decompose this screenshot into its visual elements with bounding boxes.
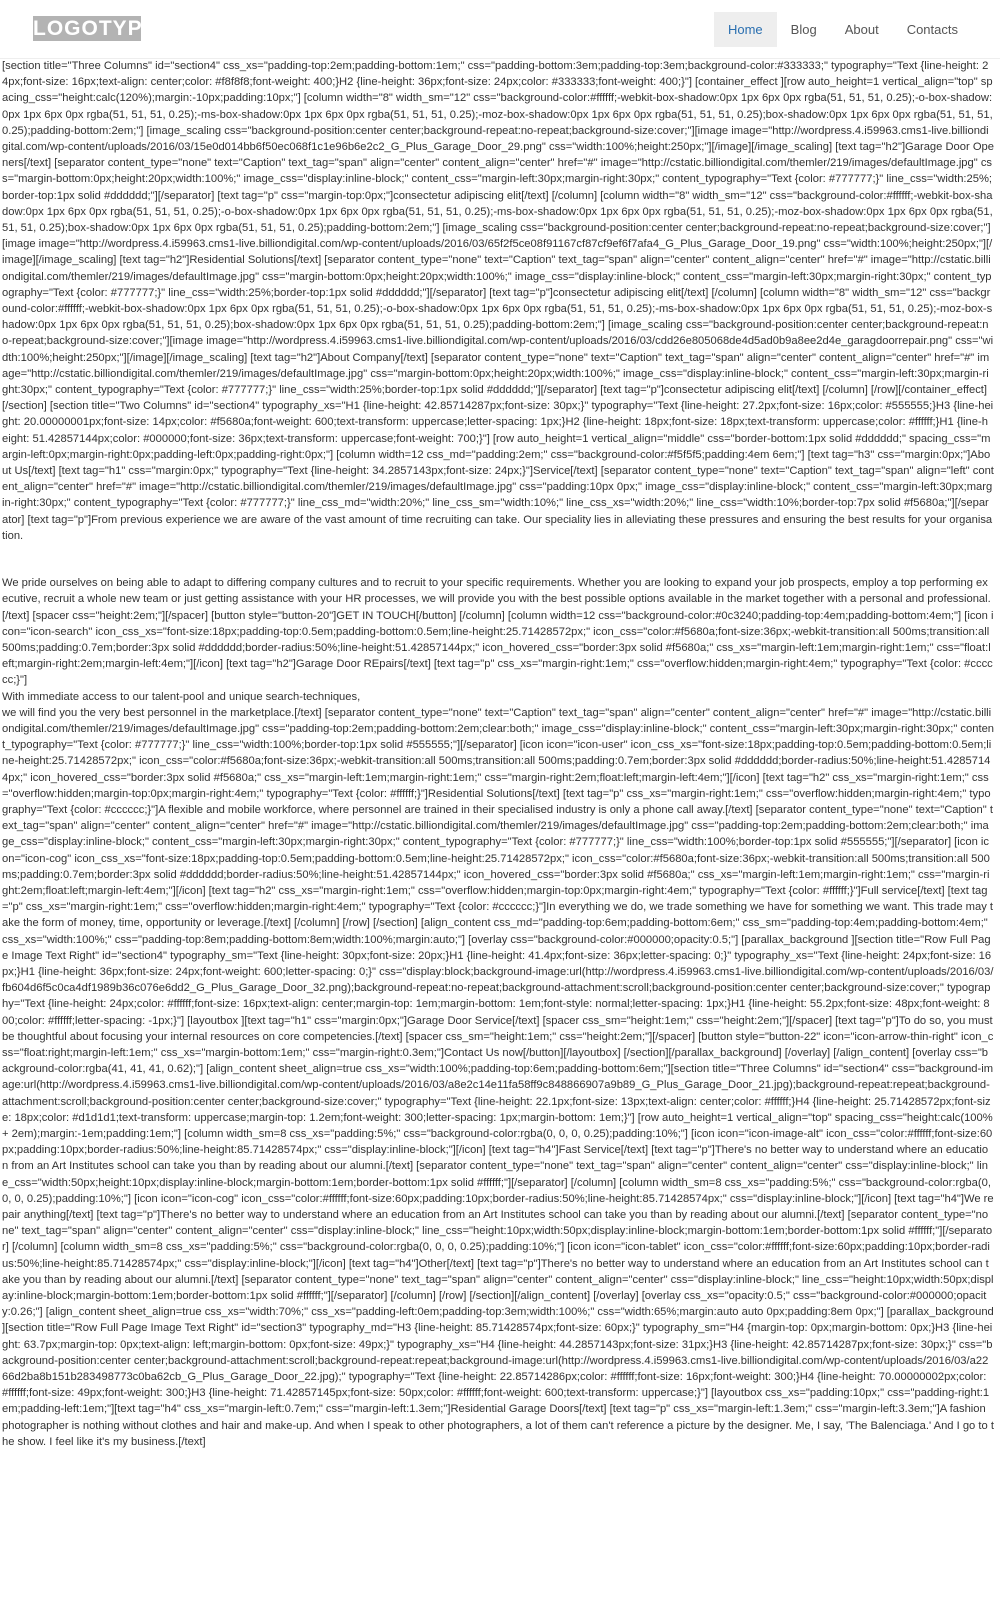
nav-item-home[interactable]: Home	[714, 12, 777, 47]
nav-item-contacts[interactable]: Contacts	[906, 22, 958, 37]
nav-item-blog[interactable]: Blog	[790, 22, 817, 37]
body-paragraph: We pride ourselves on being able to adapt to differing company cultures and to recruit to your specific requirements. Whether you are looking to expand your job prospects, employ a top performing executive, recruit a whole new team or just getting assistance with your HR processes, we will provide you with the best possible options available in the market together with a personal and professional.	[2, 577, 991, 606]
main-nav	[714, 12, 972, 47]
raw-shortcode-text-1: [section title="Three Columns" id="section4" css_xs="padding-top:2em;padding-bottom:1em;" css="padding-bottom:3em;padding-top:3em;background-color:#333333;" typography="Text {line-height: 24px;font-size: 16px;text-align: center;color: #f8f8f8;font-weight: 400;}H2 {line-height: 36px;font-size: 24px;color: #333333;font-weight: 400;}"] [container_effect ][row auto_height=1 vertical_align="top" spacing_css="height:calc(120%);margin:-10px;padding:10px;"] [column width="8" width_sm="12" css="background-color:#ffffff;-webkit-box-shadow:0px 1px 6px 0px rgba(51, 51, 51, 0.25);-o-box-shadow:0px 1px 6px 0px rgba(51, 51, 51, 0.25);-ms-box-shadow:0px 1px 6px 0px rgba(51, 51, 51, 0.25);-moz-box-shadow:0px 1px 6px 0px rgba(51, 51, 51, 0.25);box-shadow:0px 1px 6px 0px rgba(51, 51, 51, 0.25);padding-bottom:2em;"] [image_scaling css="background-position:center center;background-repeat:no-repeat;background-size:cover;"][image image="http://wordpress.4.i59963.cms1-live.billiondigital.com/wp-content/uploads/2016/03/15e0d014bb6f50ec068f1c1e96b6e2c2_G_Plus_Garage_Door_29.png" css="width:100%;height:250px;"][/image][/image_scaling] [text tag="h2"]Garage Door Openers[/text] [separator content_type="none" text="Caption" text_tag="span" align="center" content_align="center" href="#" image="http://cstatic.billiondigital.com/themler/219/images/defaultImage.jpg" css="margin-bottom:0px;height:20px;width:100%;" image_css="display:inline-block;" content_css="margin-left:30px;margin-right:30px;" content_typography="Text {color: #777777;}" line_css="width:25%;border-top:1px solid #dddddd;"][/separator] [text tag="p" css="margin-top:0px;"]consectetur adipiscing elit[/text] [/column] [column width="8" width_sm="12" css="background-color:#ffffff;-webkit-box-shadow:0px 1px 6px 0px rgba(51, 51, 51, 0.25);-o-box-shadow:0px 1px 6px 0px rgba(51, 51, 51, 0.25);-ms-box-shadow:0px 1px 6px 0px rgba(51, 51, 51, 0.25);-moz-box-shadow:0px 1px 6px 0px rgba(51, 51, 51, 0.25);box-shadow:0px 1px 6px 0px rgba(51, 51, 51, 0.25);padding-bottom:2em;"] [image_scaling css="background-position:center center;background-repeat:no-repeat;background-size:cover;"][image image="http://wordpress.4.i59963.cms1-live.billiondigital.com/wp-content/uploads/2016/03/65f2f5ce08f91167cf87cf9ef6f7afa4_G_Plus_Garage_Door_19.png" css="width:100%;height:250px;"][/image][/image_scaling] [text tag="h2"]Residential Solutions[/text] [separator content_type="none" text="Caption" text_tag="span" align="center" content_align="center" href="#" image="http://cstatic.billiondigital.com/themler/219/images/defaultImage.jpg" css="margin-bottom:0px;height:20px;width:100%;" image_css="display:inline-block;" content_css="margin-left:30px;margin-right:30px;" content_typography="Text {color: #777777;}" line_css="width:25%;border-top:1px solid #dddddd;"][/separator] [text tag="p"]consectetur adipiscing elit[/text] [/column] [column width="8" width_sm="12" css="background-color:#ffffff;-webkit-box-shadow:0px 1px 6px 0px rgba(51, 51, 51, 0.25);-o-box-shadow:0px 1px 6px 0px rgba(51, 51, 51, 0.25);-ms-box-shadow:0px 1px 6px 0px rgba(51, 51, 51, 0.25);-moz-box-shadow:0px 1px 6px 0px rgba(51, 51, 51, 0.25);box-shadow:0px 1px 6px 0px rgba(51, 51, 51, 0.25);padding-bottom:2em;"] [image_scaling css="background-position:center center;background-repeat:no-repeat;background-size:cover;"][image image="http://wordpress.4.i59963.cms1-live.billiondigital.com/wp-content/uploads/2016/03/cdd26e805068de4d5ad0b9a8ee2d4e_garagdoorrepair.png" css="width:100%;height:250px;"][/image][/image_scaling] [text tag="h2"]About Company[/text] [separator content_type="none" text="Caption" text_tag="span" align="center" content_align="center" href="#" image="http://cstatic.billiondigital.com/themler/219/images/defaultImage.jpg" css="margin-bottom:0px;height:20px;width:100%;" image_css="display:inline-block;" content_css="margin-left:30px;margin-right:30px;" content_typography="Text {color: #777777;}" line_css="width:25%;border-top:1px solid #dddddd;"][/separator] [text tag="p"]consectetur adipiscing elit[/text] [/column] [/row][/container_effect] [/section] [section title="Two Columns" id="section4" typography_xs="H1 {line-height: 42.85714287px;font-size: 30px;}" typography="Text {line-height: 27.2px;font-size: 16px;color: #555555;}H3 {line-height: 20.00000001px;font-size: 14px;color: #f5680a;font-weight: 600;text-transform: uppercase;letter-spacing: 1px;}H2 {line-height: 18px;font-size: 18px;text-transform: uppercase;color: #ffffff;}H1 {line-height: 51.42857144px;color: #000000;font-size: 36px;text-transform: uppercase;font-weight: 700;}"] [row auto_height=1 vertical_align="middle" css="border-bottom:1px solid #dddddd;" spacing_css="margin-left:0px;margin-right:0px;padding-left:0px;padding-right:0px;"] [column width=12 css_md="padding:2em;" css="background-color:#f5f5f5;padding:4em 6em;"] [text tag="h3" css="margin:0px;"]About Us[/text] [text tag="h1" css="margin:0px;" typography="Text {line-height: 34.2857143px;font-size: 24px;}"]Service[/text] [separator content_type="none" text="Caption" text_tag="span" align="left" content_align="center" href="#" image="http://cstatic.billiondigital.com/themler/219/images/defaultImage.jpg" css="padding:10px 0px;" image_css="display:inline-block;" content_css="margin-left:30px;margin-right:30px;" content_typography="Text {color: #777777;}" line_css_md="width:20%;" line_css_sm="width:10%;" line_css_xs="width:20%;" line_css="width:10%;border-top:7px solid #f5680a;"][/separator] [text tag="p"]From previous experience we are aware of the vast amount of time recruiting can take. Our speciality lies in alleviating these pressures and ensuring the best results for your organisation.	[2, 60, 994, 542]
paragraph-gap	[2, 544, 994, 575]
body-line: With immediate access to our talent-pool and unique search-techniques,	[2, 690, 361, 703]
raw-shortcode-text-3: we will find you the very best personnel in the marketplace.[/text] [separator content_type="none" text="Caption" text_tag="span" align="center" content_align="center" href="#" image="http://cstatic.billiondigital.com/themler/219/images/defaultImage.jpg" css="padding-top:2em;padding-bottom:2em;clear:both;" image_css="display:inline-block;" content_css="margin-left:30px;margin-right:30px;" content_typography="Text {color: #777777;}" line_css="width:100%;border-top:1px solid #555555;"][/separator] [icon icon="icon-user" icon_css_xs="font-size:18px;padding-top:0.5em;padding-bottom:0.5em;line-height:25.71428572px;" icon_css="color:#f5680a;font-size:36px;-webkit-transition:all 500ms;transition:all 500ms;padding:0.7em;border:3px solid #dddddd;border-radius:50%;line-height:51.42857144px;" icon_hovered_css="border:3px solid #f5680a;" css_xs="margin-left:1em;margin-right:1em;" css="margin-right:2em;float:left;margin-left:4em;"][/icon] [text tag="h2" css_xs="margin-right:1em;" css="overflow:hidden;margin-top:0px;margin-right:4em;" typography="Text {color: #ffffff;}"]Residential Solutions[/text] [text tag="p" css_xs="margin-right:1em;" css="overflow:hidden;margin-right:4em;" typography="Text {color: #cccccc;}"]A flexible and mobile workforce, where personnel are trained in their specialised industry is only a phone call away.[/text] [separator content_type="none" text="Caption" text_tag="span" align="center" content_align="center" href="#" image="http://cstatic.billiondigital.com/themler/219/images/defaultImage.jpg" css="padding-top:2em;padding-bottom:2em;clear:both;" image_css="display:inline-block;" content_css="margin-left:30px;margin-right:30px;" content_typography="Text {color: #777777;}" line_css="width:100%;border-top:1px solid #555555;"][/separator] [icon icon="icon-cog" icon_css_xs="font-size:18px;padding-top:0.5em;padding-bottom:0.5em;line-height:25.71428572px;" icon_css="color:#f5680a;font-size:36px;-webkit-transition:all 500ms;transition:all 500ms;padding:0.7em;border:3px solid #dddddd;border-radius:50%;line-height:51.42857144px;" icon_hovered_css="border:3px solid #f5680a;" css_xs="margin-left:1em;margin-right:1em;" css="margin-right:2em;float:left;margin-left:4em;"][/icon] [text tag="h2" css_xs="margin-right:1em;" css="overflow:hidden;margin-top:0px;margin-right:4em;" typography="Text {color: #ffffff;}"]Full service[/text] [text tag="p" css_xs="margin-right:1em;" css="overflow:hidden;margin-right:4em;" typography="Text {color: #cccccc;}"]In everything we do, we trade something we have for something we want. This trade may take the form of money, time, opportunity or leverage.[/text] [/column] [/row] [/section] [align_content css_md="padding-top:6em;padding-bottom:6em;" css_sm="padding-top:4em;padding-bottom:4em;" css_xs="width:100%;" css="padding-top:8em;padding-bottom:8em;width:100%;margin:auto;"] [overlay css="background-color:#000000;opacity:0.5;"] [parallax_background ][section title="Row Full Page Image Text Right" id="section4" typography_sm="Text {line-height: 30px;font-size: 20px;}H1 {line-height: 41.4px;font-size: 36px;letter-spacing: 0;}" typography_xs="Text {line-height: 24px;font-size: 16px;}H1 {line-height: 36px;font-size: 24px;font-weight: 600;letter-spacing: 0;}" css="display:block;background-image:url(http://wordpress.4.i59963.cms1-live.billiondigital.com/wp-content/uploads/2016/03/fb604d6f5c0ca4df1989b36c076e6dd2_G_Plus_Garage_Door_32.png);background-repeat:no-repeat;background-attachment:scroll;background-position:center center;background-size:cover;" typography="Text {line-height: 24px;color: #ffffff;font-size: 16px;text-align: center;margin-top: 1em;margin-bottom: 1em;font-style: normal;letter-spacing: 1px;}H1 {line-height: 55.2px;font-size: 48px;font-weight: 800;color: #ffffff;letter-spacing: -1px;}"] [layoutbox ][text tag="h1" css="margin:0px;"]Garage Door Service[/text] [spacer css_sm="height:1em;" css="height:2em;"][/spacer] [text tag="p"]To do so, you must be thoughtful about focusing your internal resources on core competencies.[/text] [spacer css_sm="height:1em;" css="height:2em;"][/spacer] [button style="button-22" icon="icon-arrow-thin-right" icon_css="float:right;margin-left:1em;" css_xs="margin-bottom:1em;" css="margin-right:0.3em;"]Contact Us now[/button][/layoutbox] [/section][/parallax_background] [/overlay] [/align_content] [overlay css="background-color:rgba(41, 41, 41, 0.62);"] [align_content sheet_align=true css_xs="width:100%;padding-top:6em;padding-bottom:6em;"][section title="Three Columns" id="section4" css="background-image:url(http://wordpress.4.i59963.cms1-live.billiondigital.com/wp-content/uploads/2016/03/a8e2c14e11fa58ff9c848866907a9b89_G_Plus_Garage_Door_21.jpg);background-repeat:repeat;background-attachment:scroll;background-position:center center;background-size:cover;" typography="Text {line-height: 22.1px;font-size: 13px;text-align: center;color: #ffffff;}H4 {line-height: 25.71428572px;font-size: 18px;color: #d1d1d1;text-transform: uppercase;margin-top: 1.2em;font-weight: 300;letter-spacing: 1px;margin-bottom: 1em;}"] [row auto_height=1 vertical_align="top" spacing_css="height:calc(100% + 2em);margin:-1em;padding:1em;"] [column width_sm=8 css_xs="padding:5%;" css="background-color:rgba(0, 0, 0, 0.25);padding:10%;"] [icon icon="icon-image-alt" icon_css="color:#ffffff;font-size:60px;padding:10px;border-radius:50%;line-height:85.71428574px;" css="display:inline-block;"][/icon] [text tag="h4"]Fast Service[/text] [text tag="p"]There's no better way to understand where an education from an Art Institutes school can take you than by reading about our alumni.[/text] [separator content_type="none" text_tag="span" align="center" content_align="center" css="display:inline-block;" line_css="width:50px;height:10px;display:inline-block;margin-bottom:1em;border-bottom:1px solid #ffffff;"][/separator] [/column] [column width_sm=8 css_xs="padding:5%;" css="background-color:rgba(0, 0, 0, 0.25);padding:10%;"] [icon icon="icon-cog" icon_css="color:#ffffff;font-size:60px;padding:10px;border-radius:50%;line-height:85.71428574px;" css="display:inline-block;"][/icon] [text tag="h4"]We repair anything[/text] [text tag="p"]There's no better way to understand where an education from an Art Institutes school can take you than by reading about our alumni.[/text] [separator content_type="none" text_tag="span" align="center" content_align="center" css="display:inline-block;" line_css="height:10px;width:50px;display:inline-block;margin-bottom:1em;border-bottom:1px solid #ffffff;"][/separator] [/column] [column width_sm=8 css_xs="padding:5%;" css="background-color:rgba(0, 0, 0, 0.25);padding:10%;"] [icon icon="icon-tablet" icon_css="color:#ffffff;font-size:60px;padding:10px;border-radius:50%;line-height:85.71428574px;" css="display:inline-block;"][/icon] [text tag="h4"]Other[/text] [text tag="p"]There's no better way to understand where an education from an Art Institutes school can take you than by reading about our alumni.[/text] [separator content_type="none" text_tag="span" align="center" content_align="center" css="display:inline-block;" line_css="height:10px;width:50px;display:inline-block;margin-bottom:1em;border-bottom:1px solid #ffffff;"][/separator] [/column] [/row] [/section][/align_content] [/overlay] [overlay css_xs="opacity:0.5;" css="background-color:#000000;opacity:0.26;"] [align_content sheet_align=true css_xs="width:70%;" css_xs="padding-left:0em;padding-top:3em;width:100%;" css="width:65%;margin:auto auto 0px;padding:8em 0px;"] [parallax_background ][section title="Row Full Page Image Text Right" id="section3" typography_md="H3 {line-height: 85.71428574px;font-size: 60px;}" typography_sm="H4 {margin-top: 0px;margin-bottom: 0px;}H3 {line-height: 63.7px;margin-top: 0px;text-align: left;margin-bottom: 0px;font-size: 49px;}" typography_xs="H4 {line-height: 44.2857143px;font-size: 31px;}H3 {line-height: 42.85714287px;font-size: 30px;}" css="background-position:center center;background-attachment:scroll;background-repeat:repeat;background-image:url(http://wordpress.4.i59963.cms1-live.billiondigital.com/wp-content/uploads/2016/03/a2266d2ba8b151b283498773c0ba62cb_G_Plus_Garage_Door_22.jpg);" typography="Text {line-height: 22.85714286px;color: #ffffff;font-size: 16px;font-weight: 300;}H4 {line-height: 70.00000002px;color: #ffffff;font-size: 49px;font-weight: 300;}H3 {line-height: 71.42857145px;font-size: 50px;color: #ffffff;font-weight: 600;text-transform: uppercase;}"] [layoutbox css_xs="padding:10px;" css="padding-right:1em;padding-left:1em;"][text tag="h4" css_xs="margin-left:0.7em;" css="margin-left:1.3em;"]Residential Garage Doors[/text] [text tag="p" css_xs="margin-left:1.3em;" css="margin-left:3.3em;"]A fashion photographer is nothing without clothes and hair and make-up. And when I speak to other photographers, a lot of them can't reference a picture by the designer. Me, I say, 'The Balenciaga.' And I go to the show. I feel like it's my business.[/text]	[2, 706, 995, 1448]
logo[interactable]: LOGOTYPE	[33, 17, 158, 40]
site-header	[0, 0, 1000, 59]
raw-shortcode-text-2: [/text] [spacer css="height:2em;"][/spacer] [button style="button-20"]GET IN TOUCH[/button] [/column] [column width=12 css="background-color:#0c3240;padding-top:4em;padding-bottom:4em;"] [icon icon="icon-search" icon_css_xs="font-size:18px;padding-top:0.5em;padding-bottom:0.5em;line-height:25.71428572px;" icon_css="color:#f5680a;font-size:36px;-webkit-transition:all 500ms;transition:all 500ms;padding:0.7em;border:3px solid #dddddd;border-radius:50%;line-height:51.42857144px;" icon_hovered_css="border:3px solid #f5680a;" css_xs="margin-left:1em;margin-right:1em;" css="float:left;margin-right:2em;margin-left:4em;"][/icon] [text tag="h2"]Garage Door REpairs[/text] [text tag="p" css_xs="margin-right:1em;" css="overflow:hidden;margin-right:4em;" typography="Text {color: #cccccc;}"]	[2, 609, 994, 687]
page-content	[0, 58, 996, 1616]
nav-item-about[interactable]: About	[844, 22, 879, 37]
